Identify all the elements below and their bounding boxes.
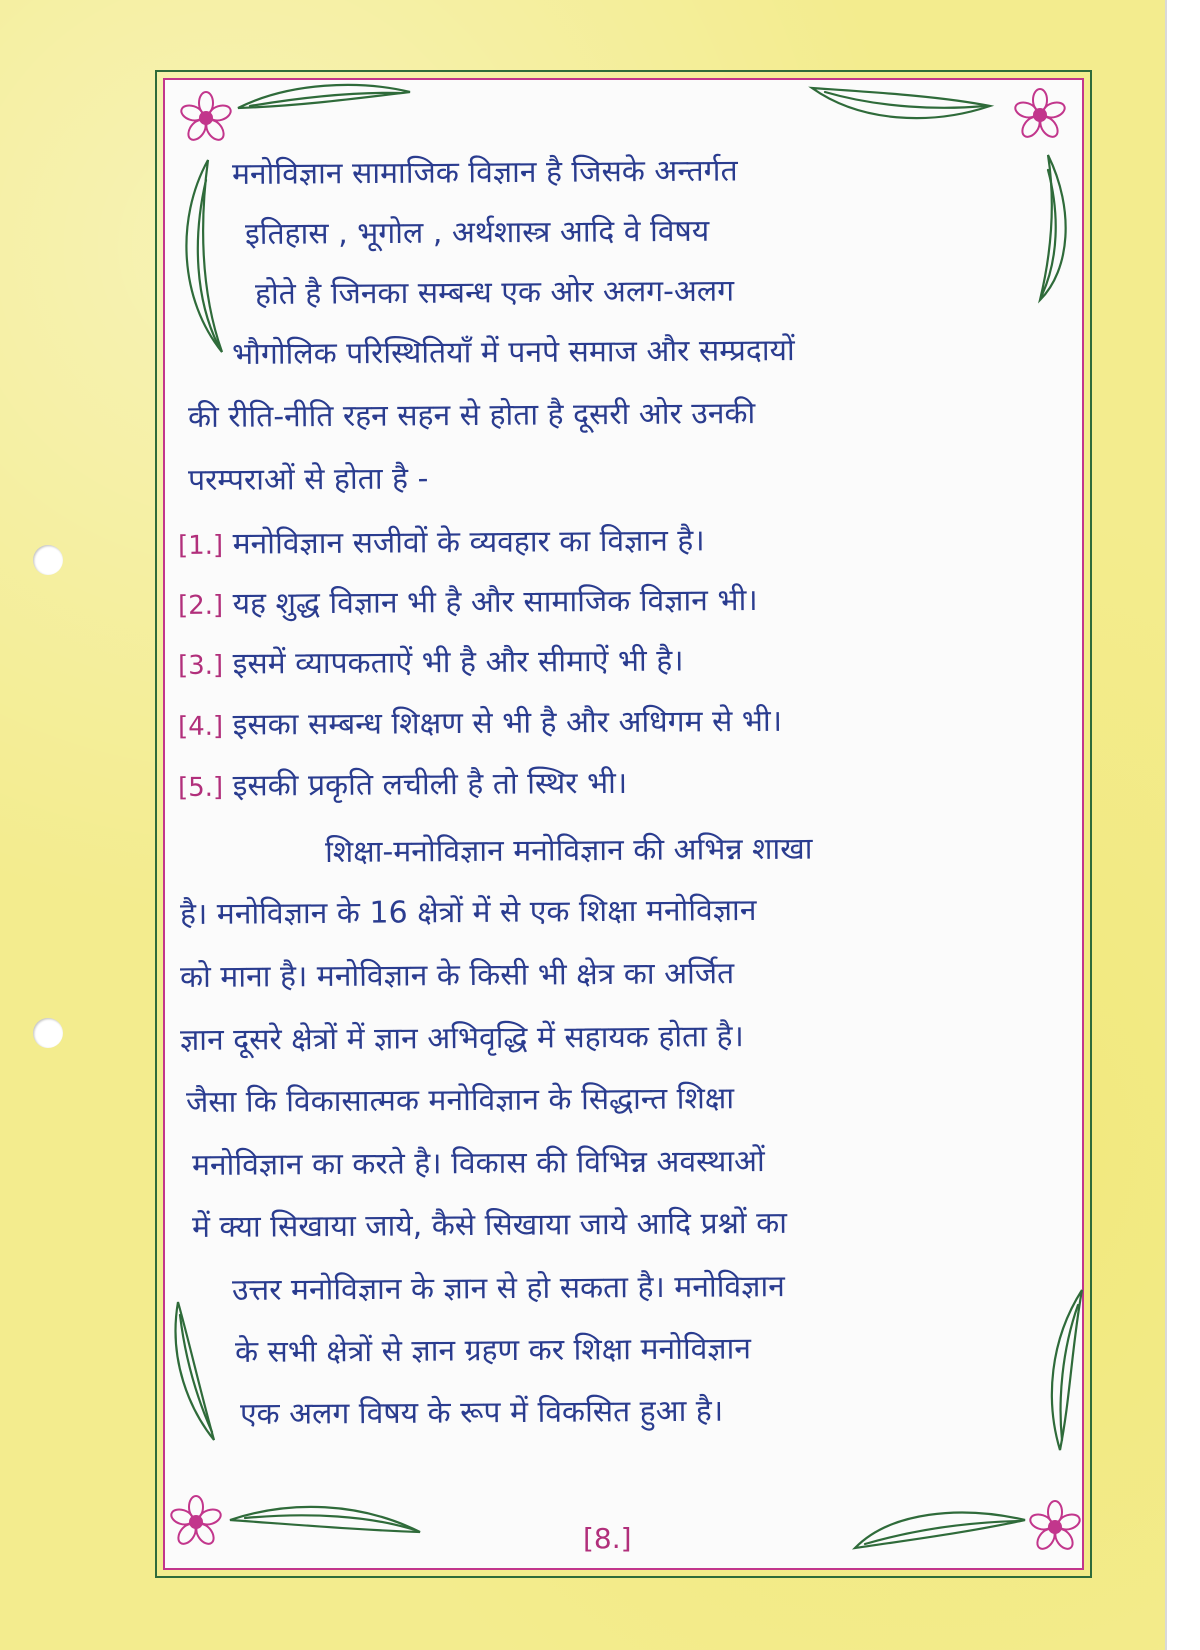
- body-line: एक अलग विषय के रूप में विकसित हुआ है।: [239, 1393, 724, 1432]
- intro-line: की रीति-नीति रहन सहन से होता है दूसरी ओर उनकी: [187, 396, 756, 435]
- list-item: [178, 761, 628, 805]
- intro-line: मनोविज्ञान सामाजिक विज्ञान है जिसके अन्तर्गत: [231, 153, 738, 192]
- list-item: [178, 518, 705, 563]
- body-line: है। मनोविज्ञान के 16 क्षेत्रों में से एक शिक्षा मनोविज्ञान: [179, 892, 757, 932]
- list-item-text: मनोविज्ञान सजीवों के व्यवहार का विज्ञान है।: [232, 523, 705, 562]
- body-line: को माना है। मनोविज्ञान के किसी भी क्षेत्र का अर्जित: [179, 956, 735, 995]
- page-number: [8.]: [583, 1522, 632, 1555]
- list-item-number: [5.]: [177, 772, 224, 803]
- body-line: के सभी क्षेत्रों से ज्ञान ग्रहण कर शिक्षा मनोविज्ञान: [234, 1331, 752, 1370]
- intro-line: इतिहास , भूगोल , अर्थशास्त्र आदि वे विषय: [244, 213, 710, 252]
- list-item-number: [1.]: [177, 530, 224, 561]
- list-item-number: [3.]: [177, 650, 224, 681]
- body-line: में क्या सिखाया जाये, कैसे सिखाया जाये आदि प्रश्नों का: [191, 1205, 788, 1245]
- list-item-text: इसमें व्यापकताऐं भी है और सीमाऐं भी है।: [232, 643, 684, 682]
- list-item-text: यह शुद्ध विज्ञान भी है और सामाजिक विज्ञान भी।: [232, 582, 758, 622]
- list-item-text: इसकी प्रकृति लचीली है तो स्थिर भी।: [232, 765, 628, 804]
- punch-hole-top: [33, 545, 63, 575]
- punch-hole-bottom: [33, 1018, 63, 1048]
- body-line: ज्ञान दूसरे क्षेत्रों में ज्ञान अभिवृद्धि में सहायक होता है।: [179, 1019, 744, 1058]
- intro-line: भौगोलिक परिस्थितियाँ में पनपे समाज और सम्प्रदायों: [231, 333, 795, 372]
- list-item-number: [4.]: [177, 711, 224, 742]
- body-line: मनोविज्ञान का करते है। विकास की विभिन्न अवस्थाओं: [191, 1144, 765, 1183]
- list-item: [178, 578, 758, 623]
- list-item-text: इसका सम्बन्ध शिक्षण से भी है और अधिगम से भी।: [232, 703, 783, 743]
- list-item: [178, 699, 782, 744]
- list-item-number: [2.]: [177, 590, 224, 621]
- scan-edge: [1165, 0, 1200, 1650]
- body-line: उत्तर मनोविज्ञान के ज्ञान से हो सकता है। मनोविज्ञान: [231, 1269, 785, 1308]
- list-item: [178, 638, 684, 683]
- body-line: शिक्षा-मनोविज्ञान मनोविज्ञान की अभिन्न शाखा: [324, 831, 813, 870]
- intro-line: परम्पराओं से होता है -: [187, 461, 429, 498]
- body-line: जैसा कि विकासात्मक मनोविज्ञान के सिद्धान्त शिक्षा: [185, 1081, 735, 1120]
- intro-line: होते है जिनका सम्बन्ध एक ओर अलग-अलग: [254, 273, 735, 312]
